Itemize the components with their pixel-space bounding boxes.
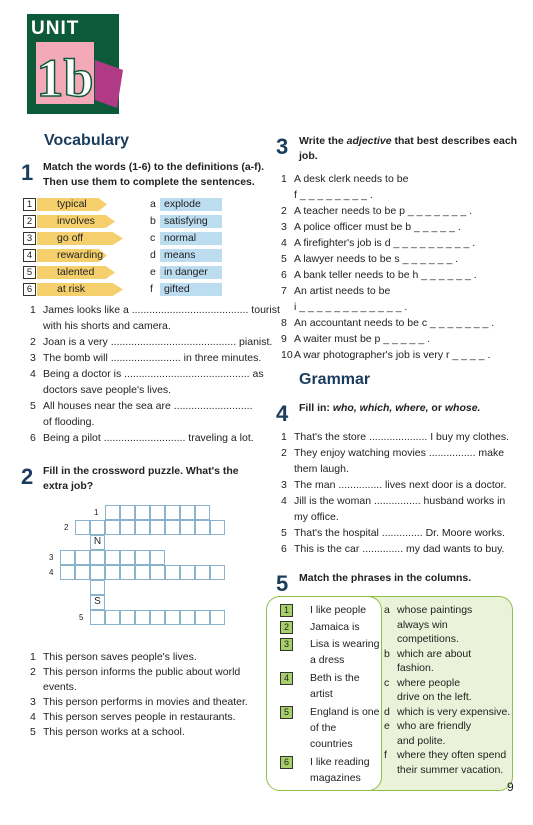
ex4-item [281, 446, 521, 478]
ex3-item-number: 10 [281, 349, 293, 361]
ex3-item-number: 1 [281, 173, 287, 185]
unit-label: UNIT [31, 18, 80, 39]
page-number: 9 [507, 780, 514, 794]
ex3-item-text: A desk clerk needs to be [294, 173, 409, 185]
crossword-cell [135, 505, 150, 520]
ex3-item [281, 284, 521, 316]
ex4-item-text: The man ............... lives next door is a doctor. [294, 479, 507, 491]
ex4-item-text-cont: my office. [294, 511, 339, 523]
crossword-cell [180, 520, 195, 535]
ex5-right-text: their summer vacation. [397, 763, 504, 776]
ex4-item [281, 526, 521, 542]
ex1-word-text: rewarding [57, 249, 104, 261]
ex1-sentence [30, 399, 260, 431]
crossword-cell [60, 550, 75, 565]
ex1-definition-item [148, 249, 228, 263]
ex1-word-item [23, 266, 123, 280]
ex2-clue-text-cont: events. [43, 681, 77, 693]
crossword-cell [135, 520, 150, 535]
crossword-cell [90, 580, 105, 595]
ex1-sentence-text-cont: with his shorts and camera. [43, 320, 171, 332]
crossword-clue-number: 2 [64, 523, 69, 532]
ex2-clue-text: This person informs the public about world [43, 666, 241, 678]
ex1-sentence-number: 2 [30, 336, 36, 348]
crossword-cell [150, 520, 165, 535]
ex3-item-text: An accountant needs to be c _ _ _ _ _ _ _ . [294, 317, 495, 329]
ex1-word-text: talented [57, 266, 95, 278]
ex5-right-text: who are friendly [397, 720, 472, 732]
crossword-cell [210, 610, 225, 625]
ex4-item-number: 5 [281, 527, 287, 539]
crossword-letter: S [94, 596, 101, 607]
ex4-item-text: Jill is the woman ................ husband works in [294, 495, 506, 507]
ex5-left-text: a dress [310, 654, 345, 666]
ex1-sentence-text: All houses near the sea are ........................... [43, 400, 253, 412]
crossword-cell [90, 520, 105, 535]
exercise-3-number: 3 [276, 134, 289, 159]
ex2-clue-number: 2 [30, 666, 36, 678]
ex1-word-item [23, 198, 123, 212]
ex2-clue-text: This person performs in movies and theater. [43, 696, 248, 708]
exercise-3-instruction-line2: job. [299, 150, 318, 162]
crossword-cell [165, 520, 180, 535]
crossword-cell [120, 520, 135, 535]
ex3-item [281, 332, 521, 348]
ex1-word-text: involves [57, 215, 95, 227]
ex2-clue-number: 4 [30, 711, 36, 723]
ex1-sentence [30, 367, 264, 399]
ex1-definition-letter: e [150, 266, 156, 278]
ex5-left-text: Beth is the [310, 672, 360, 684]
ex2-clue-number: 5 [30, 726, 36, 738]
crossword-cell [120, 505, 135, 520]
crossword-cell [195, 565, 210, 580]
ex2-clue-text: This person works at a school. [43, 726, 185, 738]
crossword-cell [75, 565, 90, 580]
ex1-word-item [23, 215, 123, 229]
ex1-sentence-text-cont: of flooding. [43, 416, 95, 428]
exercise-1-number: 1 [21, 160, 34, 185]
ex5-right-letter: d [384, 705, 390, 718]
ex2-clue-text: This person serves people in restaurants. [43, 711, 236, 723]
ex1-sentence-text: James looks like a ........................................ tourist [43, 304, 280, 316]
crossword-cell [90, 550, 105, 565]
ex3-item-text: A police officer must be b _ _ _ _ _ . [294, 221, 461, 233]
ex4-item-number: 3 [281, 479, 287, 491]
vocabulary-heading: Vocabulary [44, 132, 130, 149]
ex4-item-number: 1 [281, 431, 287, 443]
ex3-item [281, 204, 521, 220]
ex3-item-number: 2 [281, 205, 287, 217]
ex1-definition-letter: a [150, 198, 156, 210]
unit-ribbon [95, 60, 125, 115]
ex5-right-text: and polite. [397, 734, 446, 747]
ex3-item [281, 268, 521, 284]
crossword-cell [60, 565, 75, 580]
ex5-left-column [280, 603, 380, 788]
ex3-item [281, 252, 521, 268]
crossword-letter: N [93, 536, 102, 547]
crossword-cell [180, 505, 195, 520]
exercise-4-number: 4 [276, 401, 289, 426]
crossword-cell [105, 520, 120, 535]
ex1-word-text: at risk [57, 283, 86, 295]
ex4-item [281, 494, 521, 526]
ex1-sentence-number: 4 [30, 368, 36, 380]
ex3-item-number: 3 [281, 221, 287, 233]
ex1-word-number: 5 [23, 266, 36, 279]
crossword-cell [120, 565, 135, 580]
crossword-clue-number: 4 [49, 568, 54, 577]
ex5-left-text: Lisa is wearing [310, 638, 380, 650]
ex1-sentence-text: Being a doctor is ........................................... as [43, 368, 264, 380]
ex1-definition-letter: c [150, 232, 156, 244]
ex5-right-text: fashion. [397, 662, 434, 674]
exercise-1-instruction-line1: Match the words (1-6) to the definitions (a-f). [43, 161, 265, 173]
ex1-sentence [30, 335, 273, 351]
ex5-right-text: drive on the left. [397, 691, 472, 703]
ex1-word-list [23, 198, 133, 298]
ex5-left-text: of the [310, 722, 337, 734]
ex3-item [281, 316, 521, 332]
crossword-cell [105, 550, 120, 565]
ex1-sentence-number: 5 [30, 400, 36, 412]
ex2-clues [30, 650, 260, 750]
ex3-item-text: A waiter must be p _ _ _ _ _ . [294, 333, 430, 345]
ex4-item-text: That's the store .................... I buy my clothes. [294, 431, 509, 443]
crossword-cell [195, 505, 210, 520]
ex2-clue-number: 3 [30, 696, 36, 708]
ex5-right-text: whose paintings [397, 604, 473, 616]
ex1-sentence-text: Joan is a very ........................................... pianist. [43, 336, 273, 348]
ex3-item-text: A teacher needs to be p _ _ _ _ _ _ _ . [294, 205, 473, 217]
ex5-left-number: 6 [280, 756, 293, 769]
crossword-cell [135, 550, 150, 565]
ex4-item [281, 542, 521, 558]
ex5-left-text: I like people [310, 604, 367, 616]
ex5-right-text: where people [397, 676, 461, 689]
ex5-left-text: England is one [310, 706, 380, 718]
ex3-item-text: A firefighter's job is d _ _ _ _ _ _ _ _ _ . [294, 237, 476, 249]
ex5-right-text: where they often spend [397, 749, 507, 761]
crossword-cell [105, 505, 120, 520]
exercise-4-instruction: Fill in: who, which, where, or whose. [299, 402, 481, 414]
crossword-grid [49, 505, 260, 640]
ex5-left-number: 2 [280, 621, 293, 634]
ex5-right-letter: c [384, 676, 390, 689]
ex1-sentence-text-cont: doctors save people's lives. [43, 384, 172, 396]
crossword-cell [195, 610, 210, 625]
crossword-cell [165, 505, 180, 520]
unit-number-graphic [34, 40, 96, 106]
ex5-right-text: which are about [397, 647, 472, 660]
crossword-cell [210, 565, 225, 580]
ex1-word-number: 4 [23, 249, 36, 262]
ex5-left-number: 5 [280, 706, 293, 719]
ex3-item-number: 9 [281, 333, 287, 345]
ex3-item-text-cont: f _ _ _ _ _ _ _ _ . [294, 189, 373, 201]
ex2-clue-text: This person saves people's lives. [43, 651, 197, 663]
crossword-cell [105, 565, 120, 580]
ex1-sentence-number: 1 [30, 304, 36, 316]
ex4-item-text: They enjoy watching movies ................ make [294, 447, 505, 459]
crossword-cell [180, 565, 195, 580]
crossword-cell [165, 565, 180, 580]
ex4-item-number: 2 [281, 447, 287, 459]
ex5-right-text: which is very expensive. [397, 705, 511, 718]
ex3-item-number: 7 [281, 285, 287, 297]
crossword-cell [120, 610, 135, 625]
ex1-definition-item [148, 198, 228, 212]
ex5-left-text: I like reading [310, 756, 370, 768]
ex5-left-text: Jamaica is [310, 621, 360, 633]
ex4-items [281, 430, 521, 555]
crossword-cell [150, 505, 165, 520]
ex4-item-number: 4 [281, 495, 287, 507]
ex1-sentence-number: 3 [30, 352, 36, 364]
ex4-item-number: 6 [281, 543, 287, 555]
ex1-word-item [23, 232, 123, 246]
crossword-cell [195, 520, 210, 535]
crossword-cell [150, 565, 165, 580]
ex3-item-number: 8 [281, 317, 287, 329]
ex1-word-number: 6 [23, 283, 36, 296]
ex5-right-letter: e [384, 720, 390, 732]
crossword-cell [180, 610, 195, 625]
ex5-right-text: competitions. [397, 633, 459, 645]
ex5-left-text: countries [310, 738, 353, 750]
ex5-left-number: 1 [280, 604, 293, 617]
ex4-item [281, 478, 521, 494]
ex5-right-text: always win [397, 618, 448, 631]
ex5-right-letter: b [384, 647, 390, 660]
ex1-definition-list [148, 198, 228, 298]
exercise-2-instruction-line1: Fill in the crossword puzzle. What's the [43, 465, 239, 477]
ex4-item [281, 430, 521, 446]
ex3-item-number: 5 [281, 253, 287, 265]
ex3-item-text: A lawyer needs to be s _ _ _ _ _ _ . [294, 253, 459, 265]
ex3-item-text: A war photographer's job is very r _ _ _ _ . [294, 349, 491, 361]
crossword-cell [90, 565, 105, 580]
crossword-cell [135, 565, 150, 580]
ex3-item-text: An artist needs to be [294, 285, 391, 297]
ex1-sentences [30, 303, 280, 448]
crossword-cell [105, 610, 120, 625]
ex1-definition-text: gifted [164, 283, 190, 295]
ex4-item-text-cont: them laugh. [294, 463, 349, 475]
crossword-cell [75, 550, 90, 565]
ex1-word-number: 1 [23, 198, 36, 211]
ex1-word-item [23, 249, 123, 263]
ex3-items [281, 172, 521, 362]
crossword-cell [150, 550, 165, 565]
ex1-definition-letter: f [150, 283, 153, 295]
ex1-sentence-text: The bomb will ........................ in three minutes. [43, 352, 262, 364]
ex1-definition-letter: d [150, 249, 156, 261]
ex3-item-text: A bank teller needs to be h _ _ _ _ _ _ . [294, 269, 477, 281]
ex1-word-item [23, 283, 123, 297]
ex5-right-column [384, 603, 514, 788]
ex1-sentence [30, 303, 280, 335]
ex3-item-number: 4 [281, 237, 287, 249]
ex1-definition-text: in danger [164, 266, 208, 278]
ex5-left-number: 3 [280, 638, 293, 651]
ex5-right-letter: f [384, 749, 387, 761]
ex1-definition-text: means [164, 249, 196, 261]
crossword-cell [120, 550, 135, 565]
ex4-item-text: That's the hospital .............. Dr. Moore works. [294, 527, 505, 539]
crossword-clue-number: 5 [79, 613, 84, 622]
exercise-1-instruction-line2: Then use them to complete the sentences. [43, 176, 255, 188]
ex3-item [281, 236, 521, 252]
ex1-word-text: typical [57, 198, 87, 210]
ex1-sentence [30, 351, 260, 367]
ex5-right-letter: a [384, 604, 390, 616]
ex1-word-number: 3 [23, 232, 36, 245]
crossword-clue-number: 1 [94, 508, 99, 517]
ex3-item-number: 6 [281, 269, 287, 281]
crossword-cell [90, 610, 105, 625]
exercise-2-number: 2 [21, 464, 34, 489]
crossword-clue-number: 3 [49, 553, 54, 562]
ex1-sentence [30, 431, 260, 447]
ex5-left-text: magazines [310, 772, 361, 784]
ex3-item [281, 172, 521, 204]
ex1-sentence-text: Being a pilot ............................ traveling a lot. [43, 432, 254, 444]
ex5-left-number: 4 [280, 672, 293, 685]
ex1-sentence-number: 6 [30, 432, 36, 444]
ex1-word-number: 2 [23, 215, 36, 228]
crossword-cell [150, 610, 165, 625]
exercise-5-number: 5 [276, 571, 289, 596]
crossword-cell [135, 610, 150, 625]
ex3-item [281, 348, 521, 364]
ex1-definition-letter: b [150, 215, 156, 227]
ex1-definition-item [148, 232, 228, 246]
ex1-word-text: go off [57, 232, 84, 244]
grammar-heading: Grammar [299, 371, 371, 388]
crossword-cell [210, 520, 225, 535]
ex1-definition-item [148, 266, 228, 280]
ex4-item-text: This is the car .............. my dad wants to buy. [294, 543, 505, 555]
ex5-left-text: artist [310, 688, 333, 700]
crossword-cell [165, 610, 180, 625]
ex3-item-text-cont: i _ _ _ _ _ _ _ _ _ _ _ _ . [294, 301, 408, 313]
ex2-clue-number: 1 [30, 651, 36, 663]
exercise-5-instruction: Match the phrases in the columns. [299, 572, 472, 584]
ex3-item [281, 220, 521, 236]
exercise-3-instruction: Write the adjective that best describes each [299, 135, 518, 147]
ex1-definition-item [148, 283, 228, 297]
exercise-2-instruction-line2: extra job? [43, 480, 94, 492]
ex1-definition-text: explode [164, 198, 201, 210]
unit-number: 1b [36, 48, 94, 106]
crossword-cell [75, 520, 90, 535]
ex1-definition-item [148, 215, 228, 229]
ex1-definition-text: normal [164, 232, 197, 244]
ex1-definition-text: satisfying [164, 215, 208, 227]
